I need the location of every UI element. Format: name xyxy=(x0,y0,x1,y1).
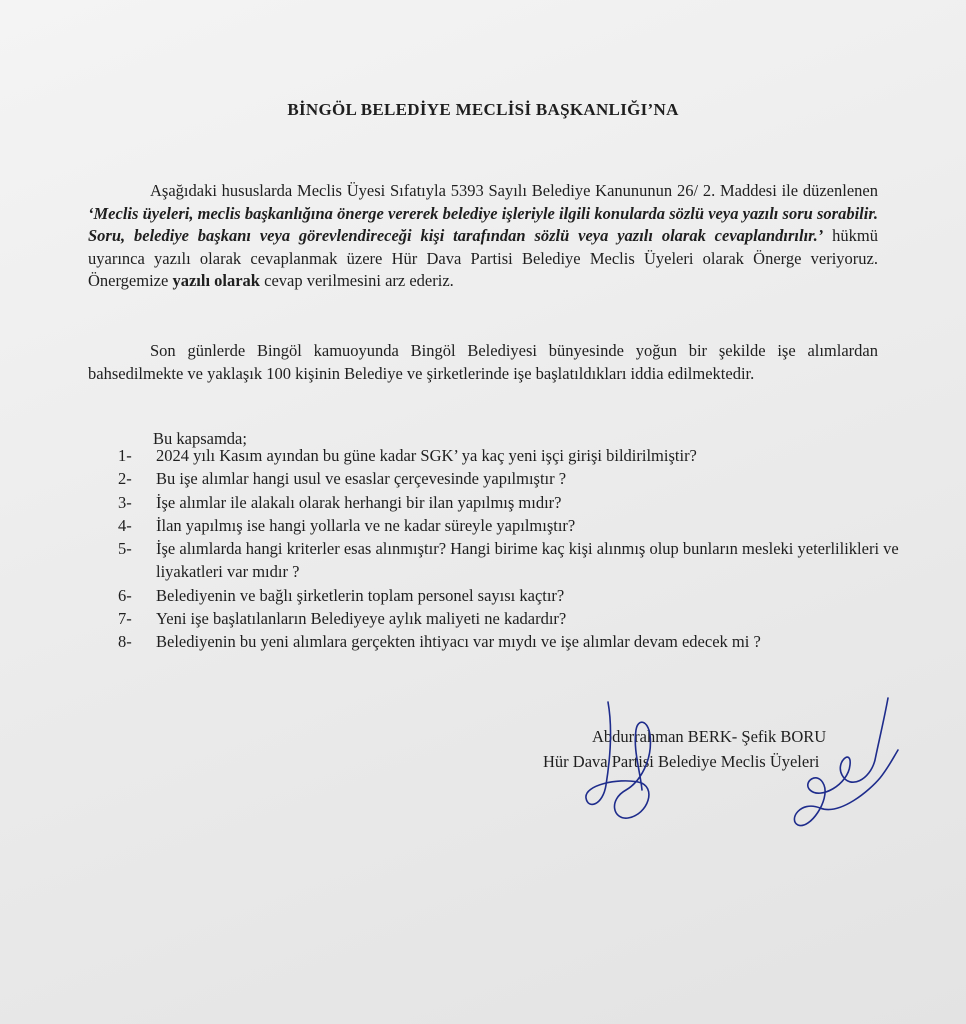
question-text: İşe alımlarda hangi kriterler esas alınmıştır? Hangi birime kaç kişi alınmış olup bunların mesleki yeterlilikleri ve liyakatleri var mıdır ? xyxy=(156,539,899,582)
question-text: Belediyenin bu yeni alımlara gerçekten ihtiyacı var mıydı ve işe alımlar devam edecek mi ? xyxy=(156,632,761,652)
question-text: Bu işe alımlar hangi usul ve esaslar çerçevesinde yapılmıştır ? xyxy=(156,469,567,489)
question-number: 8- xyxy=(118,632,132,652)
context-text: Son günlerde Bingöl kamuoyunda Bingöl Belediyesi bünyesinde yoğun bir şekilde işe alımlardan bahsedilmekte ve yaklaşık 100 kişinin Belediye ve şirketlerinde işe başlatıldıkları iddia edilmektedir. xyxy=(88,341,878,383)
question-text: İşe alımlar ile alakalı olarak herhangi bir ilan yapılmış mıdır? xyxy=(156,492,562,512)
question-number: 1- xyxy=(118,446,132,465)
question-item xyxy=(118,584,908,607)
question-item xyxy=(118,491,908,514)
bold-phrase: yazılı olarak xyxy=(172,271,260,290)
closing-text: cevap verilmesini arz ederiz. xyxy=(260,271,454,290)
question-item xyxy=(118,607,908,630)
intro-paragraph xyxy=(88,180,878,293)
document-title: BİNGÖL BELEDİYE MECLİSİ BAŞKANLIĞI’NA xyxy=(287,100,679,119)
question-number: 2- xyxy=(118,469,132,489)
after-quote-text: hükmü uyarınca yazılı olarak cevaplanmak üzere Hür Dava Partisi Belediye Meclis Üyeleri olarak Önerge veriyoruz. Önergemize xyxy=(88,226,878,290)
question-item xyxy=(118,467,908,490)
question-text: 2024 yılı Kasım ayından bu güne kadar SGK’ ya kaç yeni işçi girişi bildirilmiştir? xyxy=(156,446,697,465)
signatory-names: Abdurrahman BERK- Şefik BORU xyxy=(592,727,827,746)
context-paragraph xyxy=(88,340,878,385)
law-quote: ‘Meclis üyeleri, meclis başkanlığına önerge vererek belediye işleriyle ilgili konularda sözlü veya yazılı soru sorabilir. Soru, belediye başkanı veya görevlendireceği kişi tarafından sözlü veya yazılı olarak cevaplandırılır.’ xyxy=(88,203,878,245)
question-text: Belediyenin ve bağlı şirketlerin toplam personel sayısı kaçtır? xyxy=(156,585,565,605)
signatory-group: Hür Dava Partisi Belediye Meclis Üyeleri xyxy=(543,752,820,771)
question-number: 6- xyxy=(118,585,132,605)
question-item xyxy=(118,444,908,467)
signature-2-icon xyxy=(780,690,910,850)
question-number: 5- xyxy=(118,539,132,559)
question-item xyxy=(118,630,908,653)
intro-text: Aşağıdaki hususlarda Meclis Üyesi Sıfatıyla 5393 Sayılı Belediye Kanununun 26/ 2. Maddesi ile düzenlenen xyxy=(150,181,878,200)
question-number: 7- xyxy=(118,609,132,629)
scope-line: Bu kapsamda; xyxy=(153,429,247,448)
signature-1-icon xyxy=(578,690,698,840)
question-item xyxy=(118,537,908,584)
question-list xyxy=(118,444,908,654)
question-text: İlan yapılmış ise hangi yollarla ve ne kadar süreyle yapılmıştır? xyxy=(156,515,576,535)
question-number: 4- xyxy=(118,515,132,535)
question-item xyxy=(118,514,908,537)
question-number: 3- xyxy=(118,492,132,512)
question-text: Yeni işe başlatılanların Belediyeye aylık maliyeti ne kadardır? xyxy=(156,609,567,629)
